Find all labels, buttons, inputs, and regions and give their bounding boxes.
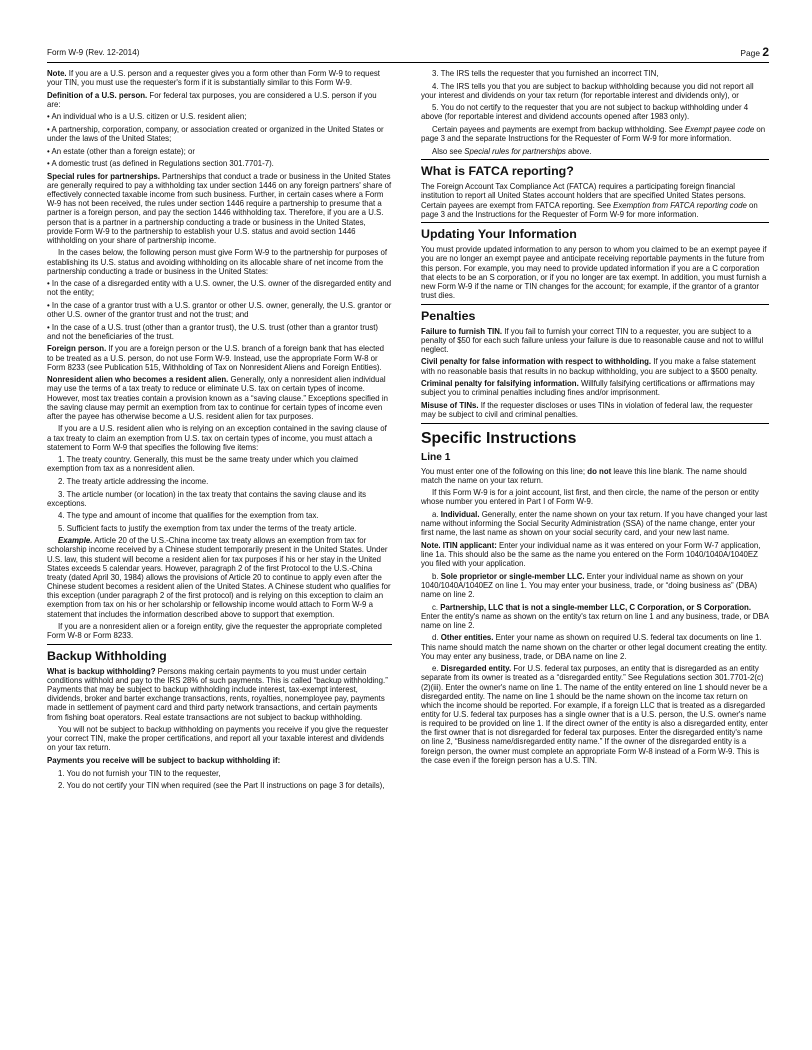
specific-instructions-heading: Specific Instructions [421, 429, 577, 447]
disregarded-entity-paragraph [421, 664, 769, 765]
list-item: 3. The article number (or location) in the tax treaty that contains the saving clause and its exceptions. [47, 489, 367, 508]
line1-text-end: leave this line blank. The name should match the name on your tax return. [421, 466, 747, 485]
section-rule [421, 423, 769, 424]
partnership-paragraph [421, 603, 769, 630]
note-lead: Note. [47, 69, 67, 78]
sole-proprietor-paragraph [421, 572, 769, 599]
penalty-lead: Criminal penalty for falsifying information. [421, 379, 579, 389]
list-item: 2. You do not certify your TIN when required (see the Part II instructions on page 3 for details), [58, 781, 385, 791]
penalty-text: If you make a false statement with no reasonable basis that results in no backup withholding, you are subject to a $500 penalty. [421, 357, 758, 376]
updating-paragraph: You must provide updated information to any person to whom you claimed to be an exempt payee if you are no longer an exempt payee and anticipate receiving reportable payments in the future from this person. For example, you may need to provide updated information if you are a C corporation that elects to be an S corporation, or if you no longer are tax exempt. In addition, you must furnish a new Form W-9 if the name or TIN changes for the account; for example, if the grantor of a grantor trust dies. [421, 245, 767, 300]
foreign-person-paragraph [47, 344, 392, 371]
form-name: Form W-9 (Rev. 12-2014) [47, 48, 140, 57]
right-column [421, 69, 769, 768]
definition-text: For federal tax purposes, you are considered a U.S. person if you are: [47, 90, 377, 109]
penalty-paragraph [421, 357, 769, 375]
also-ref: Special rules for partnerships [464, 146, 566, 156]
page-number-value: 2 [762, 45, 769, 59]
example-paragraph [47, 536, 392, 618]
penalty-text: If the requester discloses or uses TINs in violation of federal law, the requester may be subject to civil and criminal penalties. [421, 400, 753, 419]
item-letter: e. [432, 664, 441, 674]
item-letter: d. [432, 633, 441, 643]
fatca-paragraph [421, 182, 769, 219]
updating-heading: Updating Your Information [421, 227, 577, 242]
fatca-text: The Foreign Account Tax Compliance Act (FATCA) requires a participating foreign financial institution to report all United States account holders that are specified United States persons. Certain payees are exempt from FATCA reporting. See [421, 182, 746, 210]
also-text-end: above. [565, 146, 592, 156]
definition-paragraph [47, 91, 392, 109]
list-item: 5. Sufficient facts to justify the exemption from tax under the terms of the treaty article. [58, 523, 357, 533]
fatca-text-end: on page 3 and the Instructions for the Requester of Form W-9 for more information. [421, 200, 758, 219]
itin-paragraph [421, 541, 769, 568]
exempt-paragraph [421, 125, 769, 143]
penalties-heading: Penalties [421, 308, 476, 323]
list-item: • In the case of a U.S. trust (other than a grantor trust), the U.S. trust (other than a grantor trust) and not the beneficiaries of the trust. [47, 322, 379, 341]
note-paragraph [47, 69, 392, 87]
item-letter: a. [432, 509, 441, 519]
also-see-paragraph [421, 147, 769, 156]
individual-text: Generally, enter the name shown on your tax return. If you have changed your last name without informing the Social Security Administration (SSA) of the name change, enter your first name, the last name as shown on your social security card, and your new last name. [421, 509, 768, 538]
left-column [47, 69, 392, 794]
list-item: 4. The IRS tells you that you are subject to backup withholding because you did not report all your interest and dividends on your tax return (for reportable interest and dividends only), or [421, 81, 754, 100]
other-entities-paragraph [421, 633, 769, 660]
penalty-paragraph [421, 401, 769, 419]
example-lead: Example. [58, 536, 93, 546]
section-rule [421, 159, 769, 160]
other-entities-lead: Other entities. [440, 633, 494, 643]
page-word: Page [740, 48, 760, 58]
backup-what-text: Persons making certain payments to you must under certain conditions withhold and pay to the IRS 28% of such payments. This is called “backup withholding.” Payments that may be subject to backup withholding include interest, tax-exempt interest, dividends, broker and barter exchange transactions, rents, royalties, nonemployee pay, payments made in settlement of payment card and third party network transactions, and certain payments from fishing boat operators. Real estate transactions are not subject to backup withholding. [47, 666, 388, 722]
nonresident-paragraph [47, 375, 392, 421]
other-entities-text: Enter your name as shown on required U.S. federal tax documents on line 1. This name should match the name shown on the charter or other legal document creating the entity. You may enter any business, trade, or DBA name on line 2. [421, 633, 768, 661]
itin-text: Enter your individual name as it was entered on your Form W-7 application, line 1a. This should also be the same as the name you entered on the Form 1040/1040A/1040EZ you filed with your application. [421, 540, 761, 569]
backup-not-paragraph: You will not be subject to backup withholding on payments you receive if you give the requester your correct TIN, make the proper certifications, and report all your taxable interest and dividends on your tax return. [47, 725, 389, 753]
individual-lead: Individual. [440, 509, 480, 519]
penalty-lead: Civil penalty for false information with respect to withholding. [421, 357, 652, 367]
penalty-lead: Failure to furnish TIN. [421, 326, 503, 336]
list-item: 1. The treaty country. Generally, this must be the same treaty under which you claimed exemption from tax as a nonresident alien. [47, 455, 358, 474]
penalty-paragraph [421, 379, 769, 397]
penalty-paragraph [421, 327, 769, 354]
also-text: Also see [432, 146, 465, 156]
list-item: 1. You do not furnish your TIN to the requester, [58, 768, 221, 778]
penalty-text: If you fail to furnish your correct TIN to a requester, you are subject to a penalty of $50 for each such failure unless your failure is due to reasonable cause and not to willful neglect. [421, 326, 764, 354]
page-header [47, 44, 769, 62]
payments-lead: Payments you receive will be subject to backup withholding if: [47, 755, 281, 765]
exempt-ref: Exempt payee code [684, 124, 755, 134]
penalty-text: Willfully falsifying certifications or affirmations may subject you to criminal penalties including fines and/or imprisonment. [421, 379, 755, 398]
backup-what-lead: What is backup withholding? [47, 666, 156, 676]
foreign-person-text: If you are a foreign person or the U.S. branch of a foreign bank that has elected to be treated as a U.S. person, do not use Form W-9. Instead, use the appropriate Form W-8 or Form 8233 (see Publication 515, Withholding of Tax on Nonresident Aliens and Foreign Entities). [47, 344, 385, 372]
list-item: 2. The treaty article addressing the income. [58, 476, 209, 486]
disregarded-entity-lead: Disregarded entity. [440, 664, 512, 674]
list-item: • A partnership, corporation, company, or association created or organized in the United States or under the laws of the United States; [47, 124, 384, 144]
itin-lead: Note. ITIN applicant: [421, 540, 497, 550]
list-item: 4. The type and amount of income that qualifies for the exemption from tax. [58, 511, 319, 521]
form-page [47, 44, 769, 1024]
individual-paragraph [421, 510, 769, 537]
exempt-text-end: on page 3 and the separate Instructions for the Requester of Form W-9 for more information. [421, 124, 766, 144]
section-rule [421, 222, 769, 223]
list-item: • An individual who is a U.S. citizen or U.S. resident alien; [47, 112, 247, 122]
definition-lead: Definition of a U.S. person. [47, 90, 148, 100]
nonresident-lead: Nonresident alien who becomes a resident alien. [47, 375, 229, 385]
line1-intro [421, 467, 769, 485]
list-item: • A domestic trust (as defined in Regulations section 301.7701-7). [47, 159, 274, 169]
special-rules-paragraph [47, 172, 392, 245]
line1-heading: Line 1 [421, 451, 451, 463]
fatca-ref: Exemption from FATCA reporting code [613, 200, 747, 210]
section-rule [47, 644, 392, 645]
list-item: • In the case of a disregarded entity with a U.S. owner, the U.S. owner of the disregarded entity and not the entity; [47, 279, 392, 298]
backup-withholding-heading: Backup Withholding [47, 648, 167, 663]
list-item: • An estate (other than a foreign estate); or [47, 146, 195, 156]
fatca-heading: What is FATCA reporting? [421, 164, 574, 179]
sole-proprietor-text: Enter your individual name as shown on your 1040/1040A/1040EZ on line 1. You may enter your business, trade, or “doing business as” (DBA) name on line 2. [421, 571, 758, 599]
backup-what-paragraph [47, 667, 392, 722]
line1-text: You must enter one of the following on this line; [421, 466, 588, 476]
header-rule [47, 62, 769, 63]
note-text: If you are a U.S. person and a requester gives you a form other than Form W-9 to request your TIN, you must use the requester's form if it is substantially similar to this Form W-9. [47, 69, 380, 88]
item-letter: b. [432, 571, 441, 581]
item-letter: c. [432, 602, 441, 612]
page-number [740, 45, 769, 59]
exempt-text: Certain payees and payments are exempt from backup withholding. See [432, 124, 685, 134]
nonresident-give: If you are a nonresident alien or a foreign entity, give the requester the appropriate completed Form W-8 or Form 8233. [47, 622, 382, 641]
partnership-text: Enter the entity's name as shown on the entity's tax return on line 1 and any business, trade, or DBA name on line 2. [421, 611, 769, 630]
partnership-lead: Partnership, LLC that is not a single-member LLC, C Corporation, or S Corporation. [440, 602, 752, 612]
cases-intro: In the cases below, the following person must give Form W-9 to the partnership for purposes of establishing its U.S. status and avoiding withholding on its allocable share of net income from the partnership conducting a trade or business in the United States: [47, 248, 388, 276]
sole-proprietor-lead: Sole proprietor or single-member LLC. [440, 571, 585, 581]
list-item: • In the case of a grantor trust with a U.S. grantor or other U.S. owner, generally, the U.S. grantor or other U.S. owner of the grantor trust and not the trust; and [47, 300, 392, 320]
penalty-lead: Misuse of TINs. [421, 400, 479, 410]
special-rules-lead: Special rules for partnerships. [47, 171, 160, 181]
nonresident-text: Generally, only a nonresident alien individual may use the terms of a tax treaty to reduce or eliminate U.S. tax on certain types of income. However, most tax treaties contain a provision known as a “saving clause.” Exceptions specified in the saving clause may permit an exemption from tax to continue for certain types of income even after the payee has otherwise become a U.S. resident alien for tax purposes. [47, 375, 388, 421]
special-rules-text: Partnerships that conduct a trade or business in the United States are generally required to pay a withholding tax under section 1446 on any foreign partners' share of effectively connected taxable income from such business. Further, in certain cases where a Form W-9 has not been received, the rules under section 1446 require a partnership to presume that a partner is a foreign person, and pay the section 1446 withholding tax. Therefore, if you are a U.S. person that is a partner in a partnership conducting a trade or business in the United States, provide Form W-9 to the partnership to establish your U.S. status and avoid section 1446 withholding on your share of partnership income. [47, 171, 392, 245]
treaty-intro: If you are a U.S. resident alien who is relying on an exception contained in the saving clause of a tax treaty to claim an exemption from U.S. tax on certain types of income, you must attach a statement to Form W-9 that specifies the following five items: [47, 424, 387, 452]
disregarded-entity-text: For U.S. federal tax purposes, an entity that is disregarded as an entity separate from its owner is treated as a “disregarded entity.” See Regulations section 301.7701-2(c)(2)(iii). Enter the owner's name on line 1. The name of the entity entered on line 1 should never be a disregarded entity. The name on line 1 should be the name shown on the income tax return on which the income should be reported. For example, if a foreign LLC that is treated as a disregarded entity for U.S. federal tax purposes has a single owner that is a U.S. person, the U.S. owner's name is required to be provided on line 1. If the direct owner of the entity is also a disregarded entity, enter the first owner that is not disregarded for federal tax purposes. Enter the disregarded entity's name on line 2, “Business name/disregarded entity name.” If the owner of the disregarded entity is a foreign person, the owner must complete an appropriate Form W-8 instead of a Form W-9. This is the case even if the foreign person has a U.S. TIN. [421, 664, 768, 765]
list-item: 3. The IRS tells the requester that you furnished an incorrect TIN, [432, 69, 659, 78]
joint-account-paragraph: If this Form W-9 is for a joint account, list first, and then circle, the name of the person or entity whose number you entered in Part I of Form W-9. [421, 488, 759, 507]
section-rule [421, 304, 769, 305]
list-item: 5. You do not certify to the requester that you are not subject to backup withholding under 4 above (for reportable interest and dividend accounts opened after 1983 only). [421, 103, 749, 122]
foreign-person-lead: Foreign person. [47, 344, 107, 354]
line1-emphasis: do not [587, 466, 612, 476]
example-text: Article 20 of the U.S.-China income tax treaty allows an exemption from tax for scholarship income received by a Chinese student temporarily present in the United States. Under U.S. law, this student will become a resident alien for tax purposes if his or her stay in the United States exceeds 5 calendar years. However, paragraph 2 of the first Protocol to the U.S.-China treaty (dated April 30, 1984) allows the provisions of Article 20 to continue to apply even after the Chinese student becomes a resident alien of the United States. A Chinese student who qualifies for this exception (under paragraph 2 of the first protocol) and is relying on this exception to claim an exemption from tax on his or her scholarship or fellowship income would attach to Form W-9 a statement that includes the information described above to support that exemption. [47, 536, 391, 619]
